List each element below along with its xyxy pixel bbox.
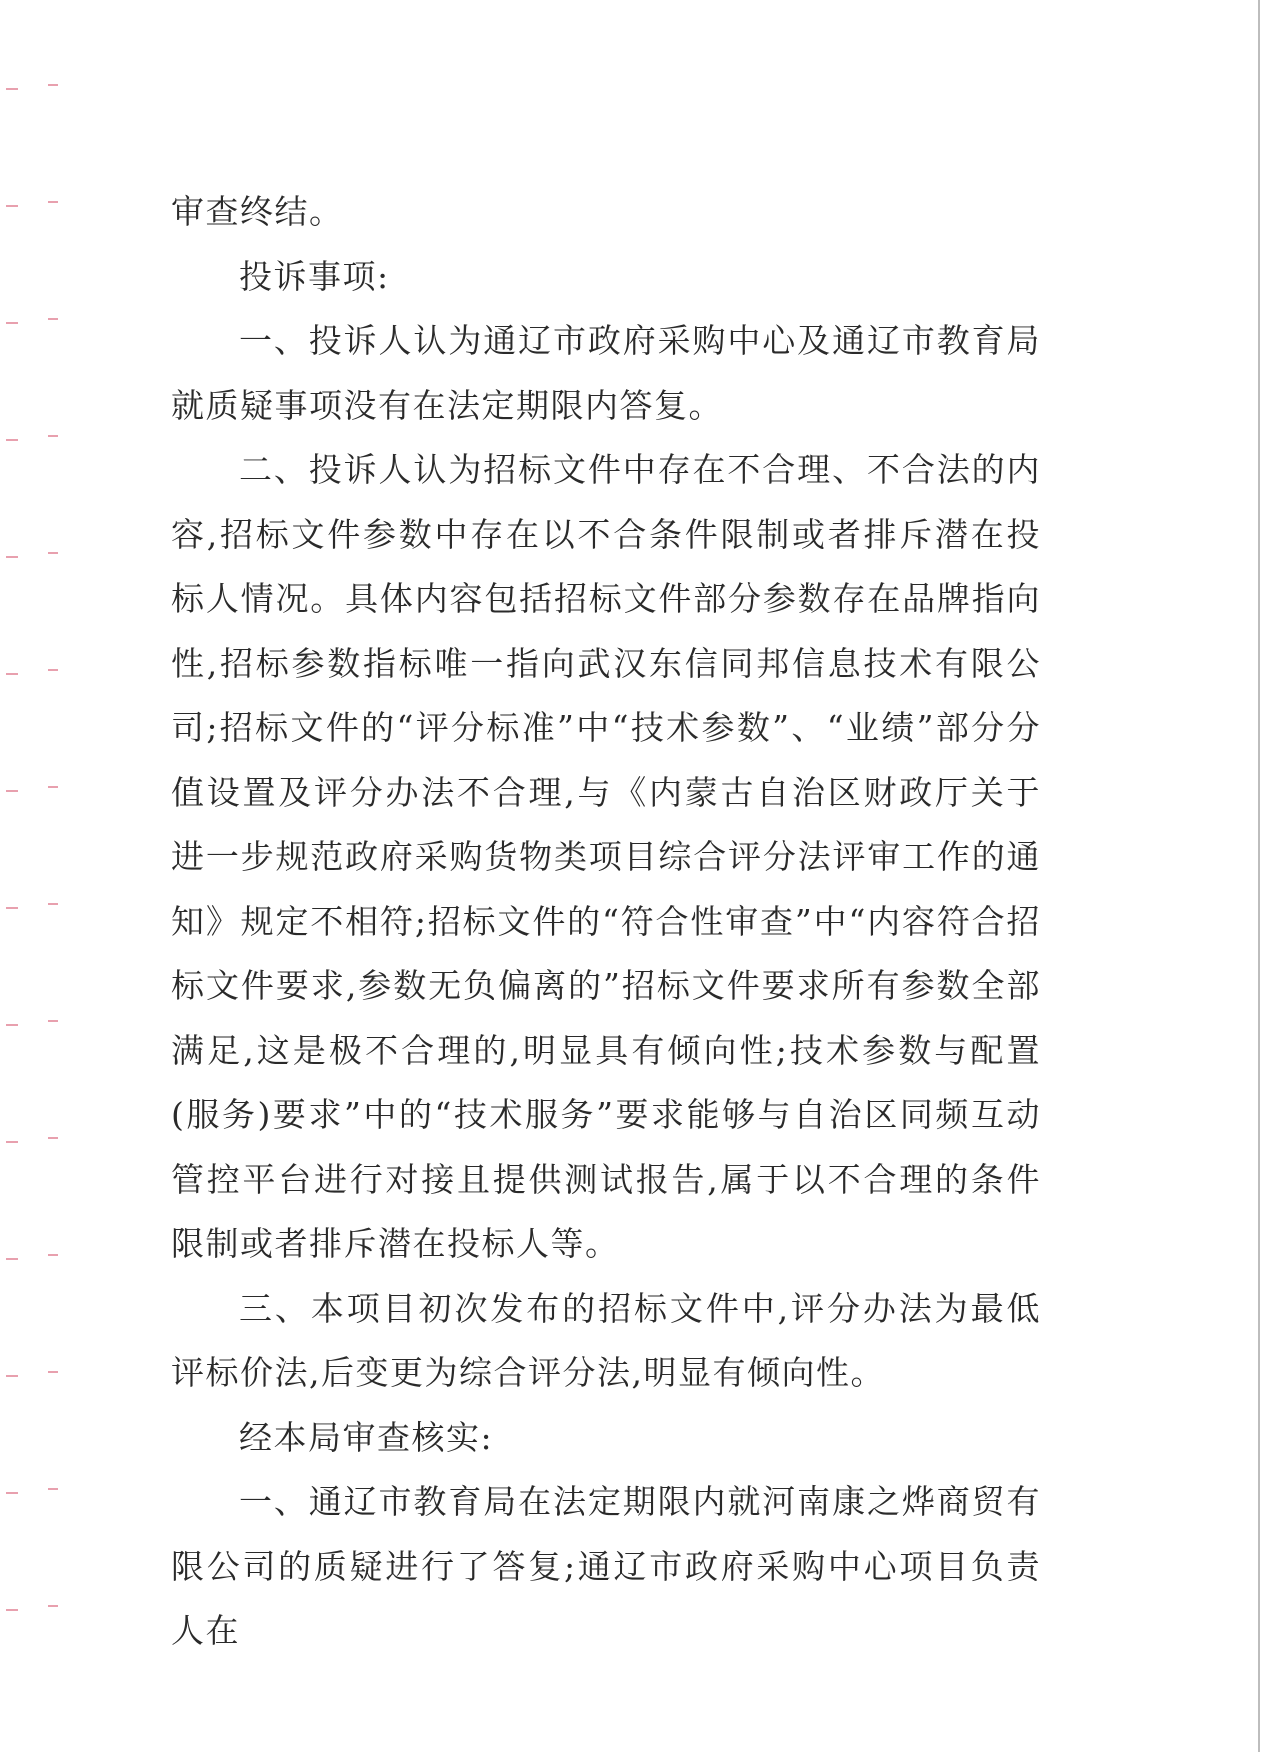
margin-mark xyxy=(48,1254,58,1256)
paragraph-finding-1: 一、通辽市教育局在法定期限内就河南康之烨商贸有限公司的质疑进行了答复;通辽市政府采购中心项目负责人在 xyxy=(171,1482,1041,1650)
margin-mark xyxy=(6,205,18,207)
margin-mark xyxy=(48,1137,58,1139)
paragraph-complaint-item-3: 三、本项目初次发布的招标文件中,评分办法为最低评标价法,后变更为综合评分法,明显有倾向性。 xyxy=(171,1288,1041,1392)
paragraph-complaint-item-1: 一、投诉人认为通辽市政府采购中心及通辽市教育局就质疑事项没有在法定期限内答复。 xyxy=(171,321,1041,425)
paragraph-complaint-item-2: 二、投诉人认为招标文件中存在不合理、不合法的内容,招标文件参数中存在以不合条件限制或者排斥潜在投标人情况。具体内容包括招标文件部分参数存在品牌指向性,招标参数指标唯一指向武汉东信同邦信息技术有限公司;招标文件的“评分标准”中“技术参数”、“业绩”部分分值设置及评分办法不合理,与《内蒙古自治区财政厅关于进一步规范政府采购货物类项目综合评分法评审工作的通知》规定不相符;招标文件的“符合性审查”中“内容符合招标文件要求,参数无负偏离的”招标文件要求所有参数全部满足,这是极不合理的,明显具有倾向性;技术参数与配置(服务)要求”中的“技术服务”要求能够与自治区同频互动管控平台进行对接且提供测试报告,属于以不合理的条件限制或者排斥潜在投标人等。 xyxy=(171,450,1041,1263)
heading-review-findings: 经本局审查核实: xyxy=(239,1417,494,1457)
margin-mark xyxy=(6,556,18,558)
document-body xyxy=(171,180,1041,1664)
margin-mark xyxy=(6,1258,18,1260)
binding-margin-marks xyxy=(0,0,70,1752)
margin-mark xyxy=(6,439,18,441)
margin-mark xyxy=(48,84,58,86)
margin-mark xyxy=(6,1492,18,1494)
margin-mark xyxy=(6,673,18,675)
margin-mark xyxy=(48,903,58,905)
paragraph-conclusion: 审查终结。 xyxy=(171,192,344,231)
margin-mark xyxy=(48,201,58,203)
margin-mark xyxy=(6,1609,18,1611)
margin-mark xyxy=(6,1375,18,1377)
margin-mark xyxy=(48,669,58,671)
margin-mark xyxy=(48,552,58,554)
margin-mark xyxy=(48,786,58,788)
margin-mark xyxy=(6,88,18,90)
margin-mark xyxy=(48,318,58,320)
page-edge-shadow xyxy=(1258,0,1260,1752)
margin-mark xyxy=(48,435,58,437)
margin-mark xyxy=(6,907,18,909)
margin-mark xyxy=(6,790,18,792)
margin-mark xyxy=(48,1371,58,1373)
margin-mark xyxy=(6,322,18,324)
margin-mark xyxy=(6,1141,18,1143)
heading-complaint-items: 投诉事项: xyxy=(239,256,390,296)
margin-mark xyxy=(48,1488,58,1490)
margin-mark xyxy=(48,1020,58,1022)
margin-mark xyxy=(6,1024,18,1026)
margin-mark xyxy=(48,1605,58,1607)
